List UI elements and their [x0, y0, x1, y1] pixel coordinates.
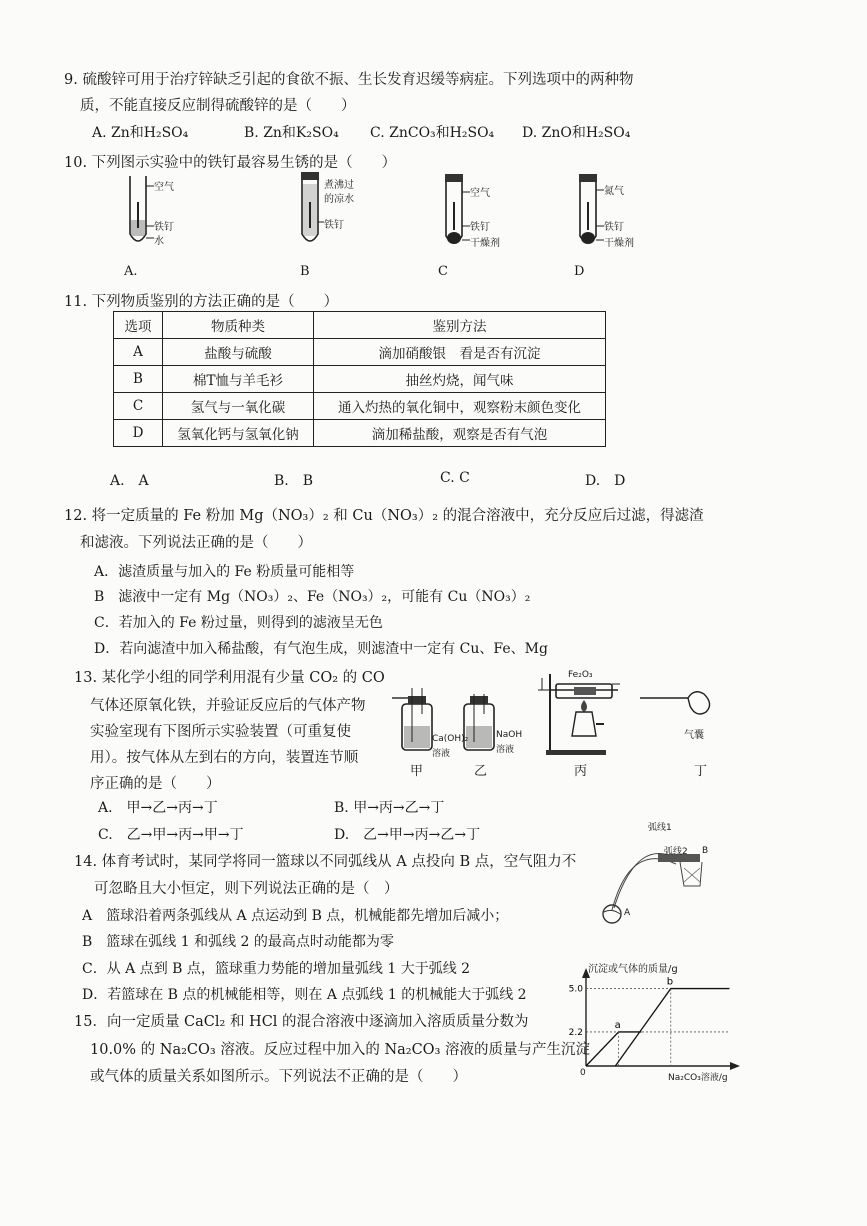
chart-y-label: 沉淀或气体的质量/g — [588, 964, 678, 975]
q15-stem-line1: 15．向一定质量 CaCl₂ 和 HCl 的混合溶液中逐滴加入溶质质量分数为 — [74, 1014, 529, 1030]
q14-basketball-figure — [590, 812, 720, 932]
q10-stem: 10. 下列图示实验中的铁钉最容易生锈的是（ ） — [64, 155, 397, 171]
tube-c-label-3: 干燥剂 — [470, 238, 500, 249]
q9-option-c: C. ZnCO₃和H₂SO₄ — [370, 125, 495, 141]
q11-table — [113, 311, 606, 447]
q14-option-d: D．若篮球在 B 点的机械能相等，则在 A 点弧线 1 的机械能大于弧线 2 — [82, 987, 527, 1003]
q9-option-b: B. Zn和K₂SO₄ — [244, 125, 339, 141]
solution1-label-2: 溶液 — [432, 749, 451, 759]
q11-option-b: B. B — [274, 473, 314, 489]
point-b-label: B — [702, 846, 709, 856]
q15-stem-line2: 10.0% 的 Na₂CO₃ 溶液。反应过程中加入的 Na₂CO₃ 溶液的质量与产生沉淀 — [90, 1042, 590, 1058]
chart-y-tick-label: 2.2 — [568, 1027, 583, 1038]
table-row — [114, 393, 606, 420]
q15-chart-svg — [560, 956, 760, 1086]
q9-stem-line1: 9. 硫酸锌可用于治疗锌缺乏引起的食欲不振、生长发育迟缓等病症。下列选项中的两种物 — [64, 72, 634, 88]
tube-c-label-1: 空气 — [470, 188, 490, 199]
q11-stem: 11. 下列物质鉴别的方法正确的是（ ） — [64, 294, 339, 310]
tube-d-label-1: 氮气 — [604, 186, 624, 197]
tube-c-label-2: 铁钉 — [470, 222, 490, 233]
table-cell: 抽丝灼烧，闻气味 — [314, 366, 606, 393]
q10-tube-c — [436, 172, 536, 282]
chart-point-label-a: a — [614, 1019, 621, 1031]
q13-stem-line4: 用）。按气体从左到右的方向，装置连节顺 — [90, 750, 359, 766]
q12-option-a: A．滤渣质量与加入的 Fe 粉质量可能相等 — [94, 564, 355, 580]
chart-point-label-b: b — [666, 976, 674, 988]
table-cell: A — [114, 339, 163, 366]
solution2-label-2: 溶液 — [496, 745, 515, 755]
tube-d-caption: D — [574, 264, 585, 279]
solution1-label-1: Ca(OH)₂ — [432, 734, 469, 744]
table-cell: 通入灼热的氧化铜中，观察粉末颜色变化 — [314, 393, 606, 420]
q13-option-c: C. 乙→甲→丙→甲→丁 — [98, 827, 244, 843]
apparatus-caption-jia: 甲 — [410, 764, 424, 779]
q12-stem-line1: 12. 将一定质量的 Fe 粉加 Mg（NO₃）₂ 和 Cu（NO₃）₂ 的混合溶液中，充分反应后过滤，得滤渣 — [64, 508, 704, 524]
q14-option-c: C．从 A 点到 B 点，篮球重力势能的增加量弧线 1 大于弧线 2 — [82, 961, 471, 977]
q14-option-a: A 篮球沿着两条弧线从 A 点运动到 B 点，机械能都先增加后减小； — [82, 908, 509, 924]
balloon-label: 气囊 — [684, 730, 704, 741]
q15-chart — [560, 956, 760, 1086]
chart-series-line-b — [615, 989, 729, 1066]
q12-option-c: C．若加入的 Fe 粉过量，则得到的滤液呈无色 — [94, 615, 383, 631]
chart-x-label: Na₂CO₃溶液/g — [668, 1073, 728, 1083]
table-header-row — [114, 312, 606, 339]
tube-d-label-3: 干燥剂 — [604, 238, 634, 249]
q12-option-b: B 滤液中一定有 Mg（NO₃）₂、Fe（NO₃）₂，可能有 Cu（NO₃）₂ — [94, 589, 531, 605]
x-axis-arrow-icon — [730, 1062, 740, 1070]
arc1-label: 弧线1 — [648, 823, 672, 833]
tube-b-label-1: 煮沸过 — [324, 180, 354, 191]
q11-option-d: D. D — [585, 473, 626, 489]
tube-c-caption: C — [438, 264, 448, 279]
point-a-label: A — [624, 908, 631, 918]
apparatus-caption-ding: 丁 — [694, 764, 708, 779]
table-header-cell: 鉴别方法 — [314, 312, 606, 339]
tube-a-caption: A. — [124, 264, 138, 279]
tube-d-label-2: 铁钉 — [604, 222, 624, 233]
tube-a-label-3: 水 — [154, 236, 164, 247]
q10-tube-b — [292, 172, 382, 282]
solution2-label-1: NaOH — [496, 730, 523, 740]
q9-option-d: D. ZnO和H₂SO₄ — [522, 125, 631, 141]
q13-option-b: B. 甲→丙→乙→丁 — [334, 800, 445, 816]
table-cell: 滴加硝酸银 看是否有沉淀 — [314, 339, 606, 366]
table-cell: D — [114, 420, 163, 447]
chart-series-line-a — [586, 1032, 641, 1066]
table-row — [114, 366, 606, 393]
tube-b-label-3: 铁钉 — [324, 220, 344, 231]
arc2-label: 弧线2 — [664, 847, 688, 857]
q12-stem-line2: 和滤液。下列说法正确的是（ ） — [80, 535, 312, 551]
q9-stem-line2: 质，不能直接反应制得硫酸锌的是（ ） — [80, 98, 356, 114]
table-cell: 盐酸与硫酸 — [163, 339, 314, 366]
table-row — [114, 339, 606, 366]
table-header-cell: 选项 — [114, 312, 163, 339]
table-cell: 棉T恤与羊毛衫 — [163, 366, 314, 393]
q14-option-b: B 篮球在弧线 1 和弧线 2 的最高点时动能都为零 — [82, 934, 394, 950]
tube-a-label-1: 空气 — [154, 182, 174, 193]
table-cell: B — [114, 366, 163, 393]
tube-b-caption: B — [300, 264, 310, 279]
fe2o3-label: Fe₂O₃ — [568, 670, 593, 680]
table-cell: 氢气与一氧化碳 — [163, 393, 314, 420]
q11-option-c: C. C — [440, 470, 470, 486]
q13-option-d: D. 乙→甲→丙→乙→丁 — [334, 827, 481, 843]
apparatus-caption-yi: 乙 — [474, 764, 488, 779]
q10-tube-a — [120, 172, 210, 282]
q12-option-d: D．若向滤渣中加入稀盐酸，有气泡生成，则滤渣中一定有 Cu、Fe、Mg — [94, 641, 548, 657]
tube-a-label-2: 铁钉 — [154, 222, 174, 233]
table-cell: 滴加稀盐酸，观察是否有气泡 — [314, 420, 606, 447]
q15-stem-line3: 或气体的质量关系如图所示。下列说法不正确的是（ ） — [90, 1069, 467, 1085]
table-cell: C — [114, 393, 163, 420]
table-cell: 氢氧化钙与氢氧化钠 — [163, 420, 314, 447]
q9-option-a: A. Zn和H₂SO₄ — [92, 125, 189, 141]
q13-stem-line2: 气体还原氧化铁，并验证反应后的气体产物 — [90, 698, 366, 714]
q10-tube-d — [570, 172, 670, 282]
table-header-cell: 物质种类 — [163, 312, 314, 339]
q13-apparatus — [388, 664, 718, 776]
tube-b-label-2: 的凉水 — [324, 194, 354, 205]
q13-stem-line1: 13. 某化学小组的同学利用混有少量 CO₂ 的 CO — [74, 670, 385, 686]
q13-stem-line5: 序正确的是（ ） — [90, 776, 221, 792]
q14-stem-line1: 14. 体育考试时，某同学将同一篮球以不同弧线从 A 点投向 B 点，空气阻力不 — [74, 854, 577, 870]
q13-option-a: A. 甲→乙→丙→丁 — [98, 800, 218, 816]
apparatus-caption-bing: 丙 — [574, 764, 588, 779]
q14-stem-line2: 可忽略且大小恒定，则下列说法正确的是（ ） — [94, 881, 399, 897]
chart-y-tick-label: 5.0 — [568, 984, 583, 995]
q13-stem-line3: 实验室现有下图所示实验装置（可重复使 — [90, 724, 351, 740]
gas-apparatus-icon — [388, 664, 718, 776]
chart-origin-label: 0 — [580, 1068, 586, 1078]
table-row — [114, 420, 606, 447]
q11-option-a: A. A — [110, 473, 149, 489]
